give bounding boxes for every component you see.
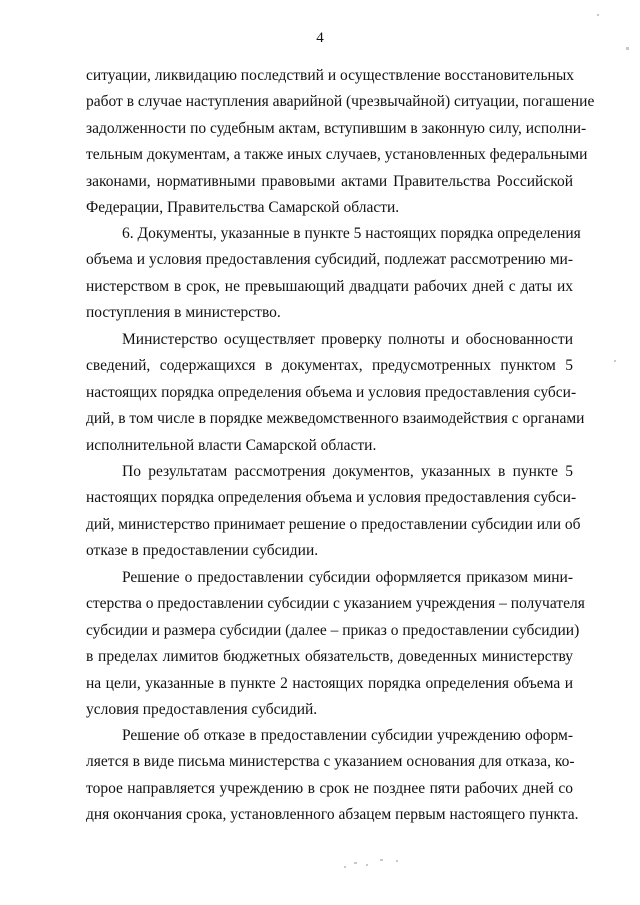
paragraph-item-6 <box>86 221 581 327</box>
text-line: дий, министерство принимает решение о предоставлении субсидии или об <box>86 515 581 533</box>
scan-mark <box>380 859 383 861</box>
text-line: По результатам рассмотрения документов, указанных в пункте 5 <box>122 463 573 480</box>
page-number: 4 <box>316 30 324 46</box>
text-line: поступления в министерство. <box>86 304 281 322</box>
paragraph-continuation <box>86 63 595 221</box>
text-line: отказе в предоставлении субсидии. <box>86 542 319 560</box>
scan-mark <box>626 47 629 50</box>
text-line: настоящих порядка определения объема и условия предоставления субси- <box>86 489 577 507</box>
text-line: Федерации, Правительства Самарской области. <box>86 199 400 217</box>
scan-mark <box>597 14 599 16</box>
text-line: объема и условия предоставления субсидий, подлежат рассмотрению ми- <box>86 251 573 269</box>
text-line: настоящих порядка определения объема и условия предоставления субси- <box>86 383 577 401</box>
text-line: работ в случае наступления аварийной (чрезвычайной) ситуации, погашение <box>86 93 595 111</box>
text-line: нистерством в срок, не превышающий двадцати рабочих дней с даты их <box>86 277 573 295</box>
scan-mark <box>366 864 368 866</box>
scan-mark <box>354 862 357 864</box>
text-line: дня окончания срока, установленного абзацем первым настоящего пункта. <box>86 806 579 824</box>
text-line: исполнительной власти Самарской области. <box>86 436 377 454</box>
scan-mark <box>614 360 616 362</box>
scan-mark <box>344 866 346 868</box>
paragraph-refusal-decision <box>86 723 579 829</box>
text-line: на цели, указанные в пункте 2 настоящих порядка определения объема и <box>86 674 573 692</box>
paragraph-review-results <box>86 459 581 565</box>
text-line: ситуации, ликвидацию последствий и осуществление восстановительных <box>86 67 575 84</box>
text-line: задолженности по судебным актам, вступившим в законную силу, исполни- <box>86 119 587 137</box>
text-line: ляется в виде письма министерства с указанием основания для отказа, ко- <box>86 753 575 771</box>
text-line: субсидии и размера субсидии (далее – приказ о предоставлении субсидии) <box>86 621 580 639</box>
text-line: дий, в том числе в порядке межведомственного взаимодействия с органами <box>86 410 585 428</box>
text-line: условия предоставления субсидий. <box>86 701 318 719</box>
paragraph-grant-decision <box>86 565 585 723</box>
text-line: в пределах лимитов бюджетных обязательств, доведенных министерству <box>86 648 573 666</box>
text-line: Решение о предоставлении субсидии оформляется приказом мини- <box>122 569 573 586</box>
text-line: 6. Документы, указанные в пункте 5 настоящих порядка определения <box>122 225 581 242</box>
text-line: законами, нормативными правовыми актами Правительства Российской <box>86 172 573 190</box>
text-line: торое направляется учреждению в срок не позднее пяти рабочих дней со <box>86 779 573 797</box>
text-line: тельным документам, а также иных случаев, установленных федеральными <box>86 146 588 164</box>
text-line: Решение об отказе в предоставлении субсидии учреждению оформ- <box>122 727 573 744</box>
scan-mark <box>396 860 398 862</box>
text-line: сведений, содержащихся в документах, предусмотренных пунктом 5 <box>86 357 573 375</box>
text-line: стерства о предоставлении субсидии с указанием учреждения – получателя <box>86 595 585 613</box>
paragraph-ministry-check <box>86 327 585 459</box>
text-line: Министерство осуществляет проверку полноты и обоснованности <box>122 331 573 348</box>
